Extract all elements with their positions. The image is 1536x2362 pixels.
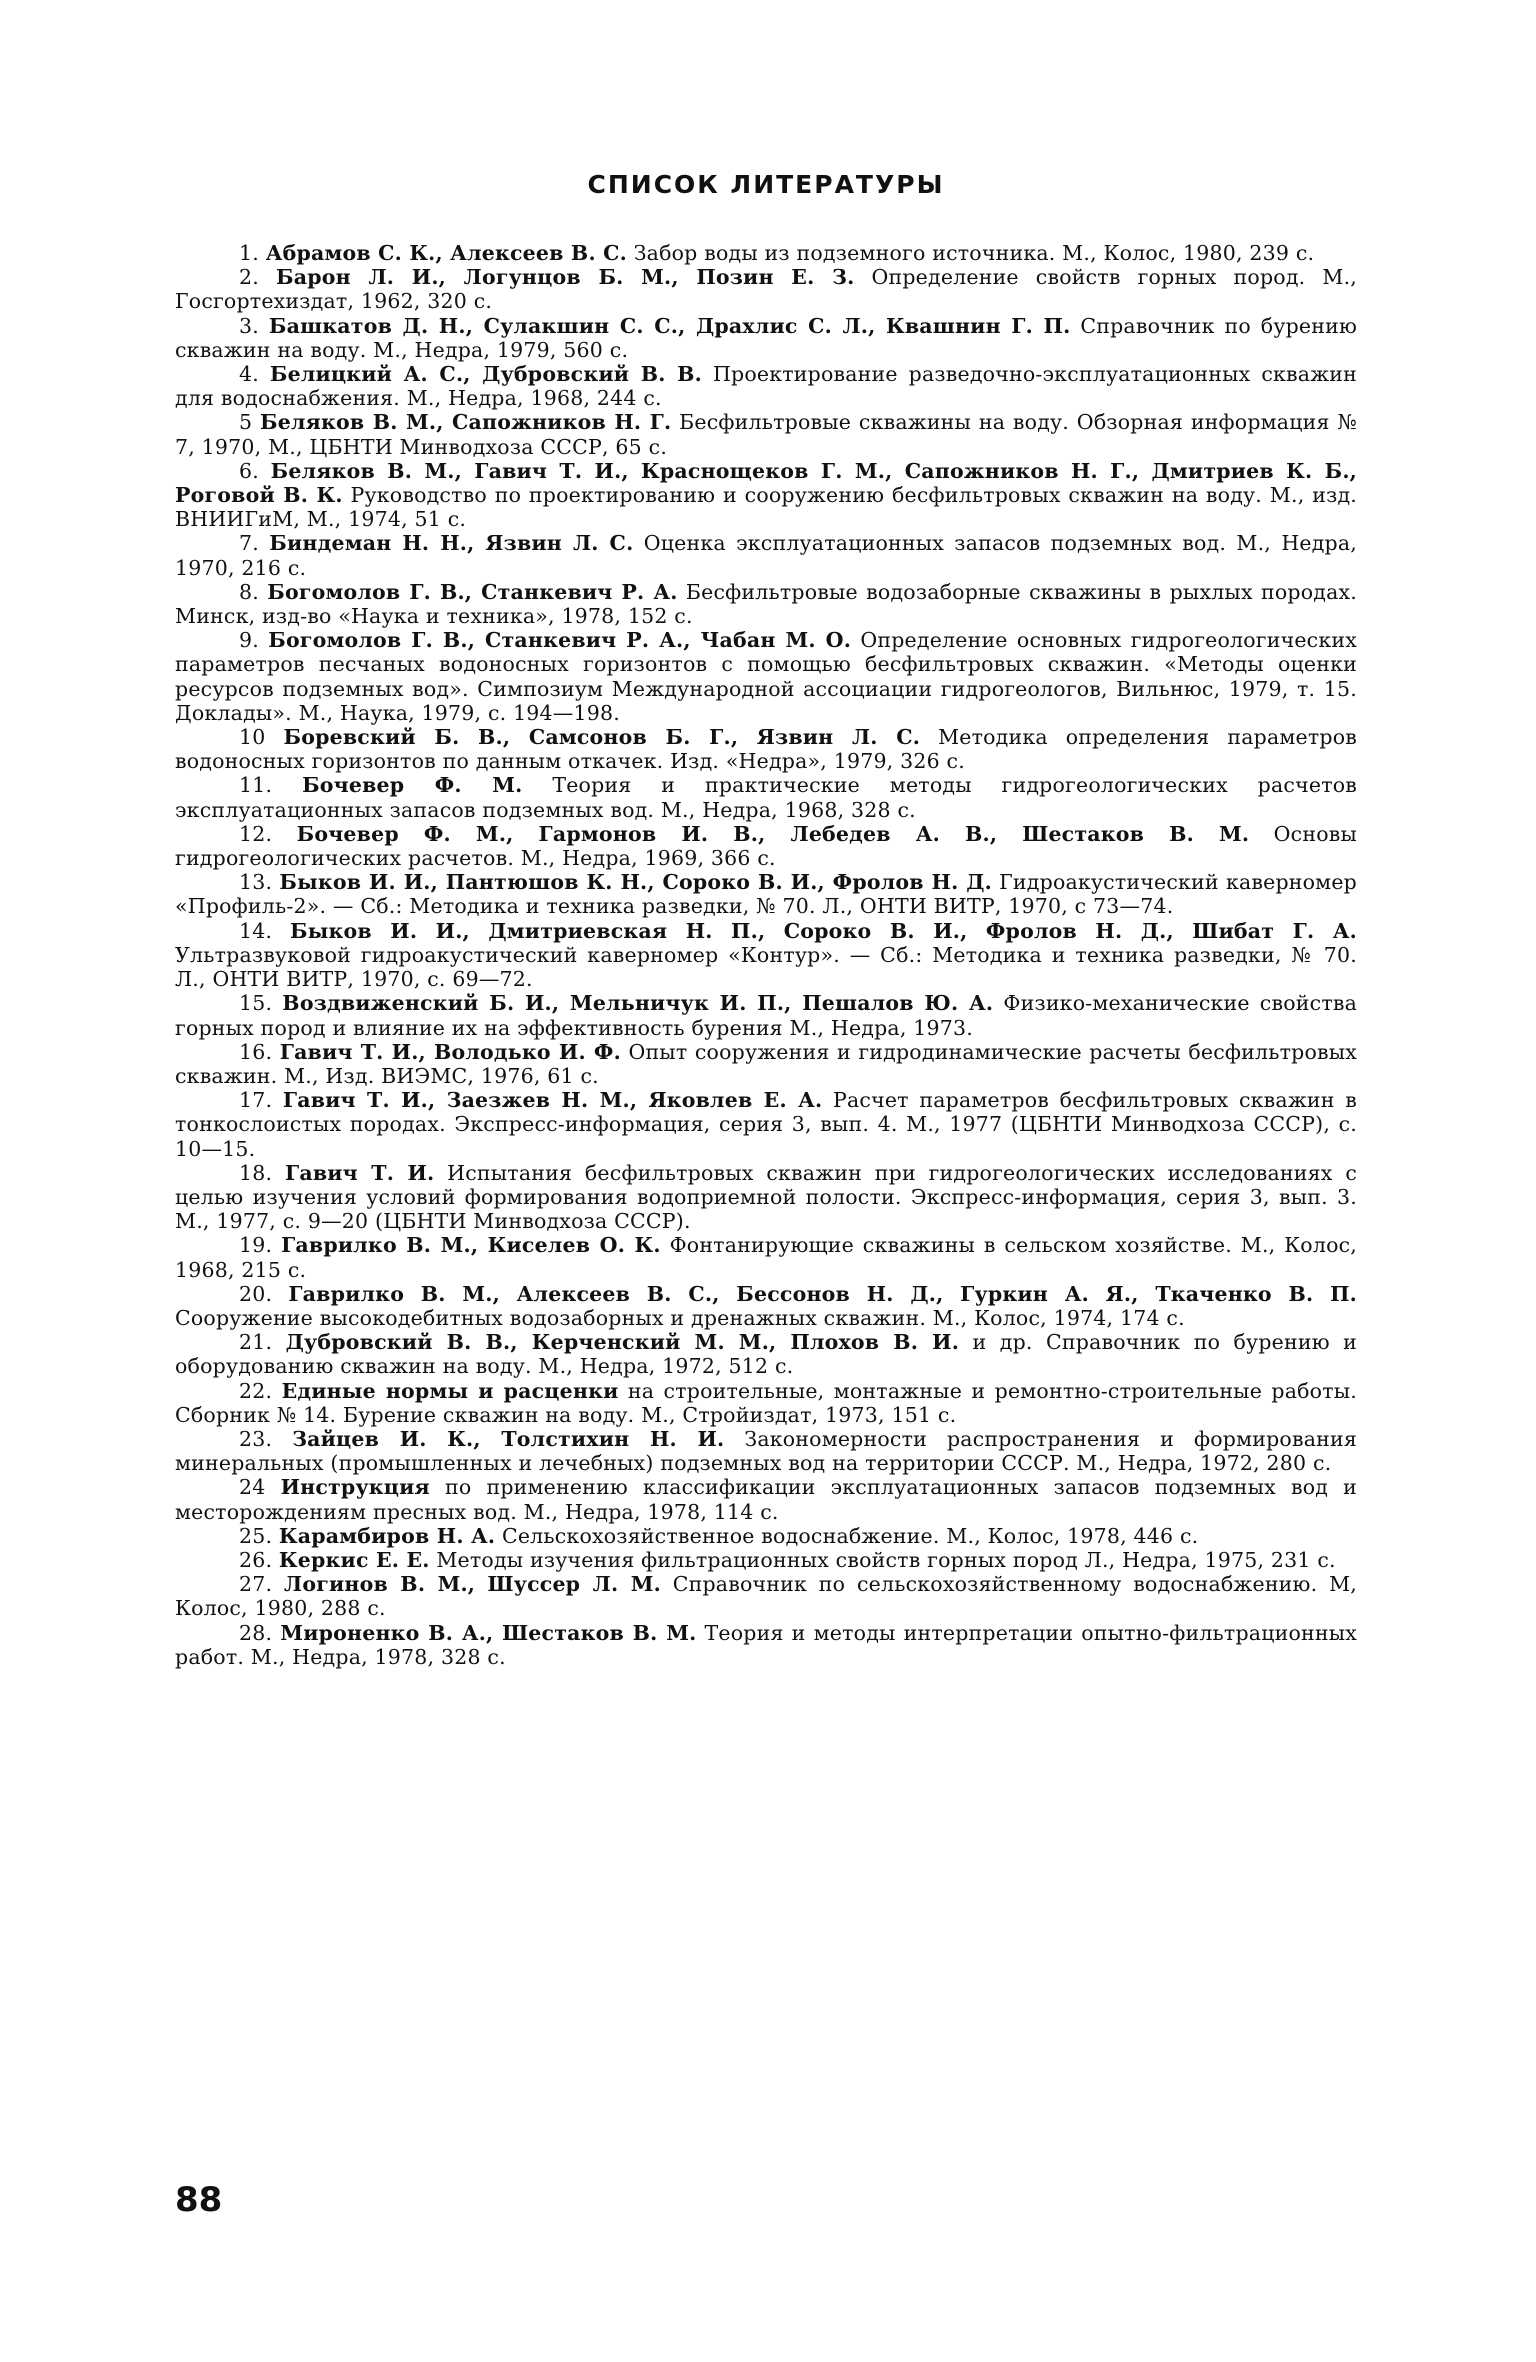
reference-authors: Гавич Т. И., Заезжев Н. М., Яковлев Е. А. (282, 1088, 823, 1113)
reference-text: Ультразвуковой гидроакустический каверномер «Контур». — Сб.: Методика и техника разведки, № 70. Л., ОНТИ ВИТР, 1970, с. 69—72. (175, 942, 1357, 992)
reference-authors: Белицкий А. С., Дубровский В. В. (269, 362, 702, 387)
reference-number: 18. (239, 1160, 273, 1185)
reference-item (175, 241, 1357, 265)
reference-text: Опыт сооружения и гидродинамические расчеты бесфильтровых скважин. М., Изд. ВИЭМС, 1976, 61 с. (175, 1039, 1358, 1088)
reference-text: Испытания бесфильтровых скважин при гидрогеологических исследованиях с целью изучения условий формирования водоприемной полости. Экспресс-информация, серия 3, вып. 3. М., 1977, с. 9—20 (ЦБНТИ Минводхоза СССР). (175, 1160, 1358, 1234)
reference-number: 26. (239, 1547, 273, 1572)
reference-authors: Боревский Б. В., Самсонов Б. Г., Язвин Л. С. (283, 725, 921, 750)
reference-authors: Логинов В. М., Шуссер Л. М. (284, 1572, 661, 1597)
reference-number: 27. (239, 1572, 273, 1597)
reference-item (175, 265, 1357, 313)
reference-text: Методы изучения фильтрационных свойств горных пород Л., Недра, 1975, 231 с. (436, 1547, 1336, 1572)
reference-item (175, 991, 1357, 1039)
reference-authors: Богомолов Г. В., Станкевич Р. А. (267, 579, 678, 604)
reference-authors: Быков И. И., Дмитриевская Н. П., Сороко В. И., Фролов Н. Д., Шибат Г. А. (290, 918, 1357, 943)
reference-number: 3. (239, 313, 259, 338)
reference-authors: Воздвиженский Б. И., Мельничук И. П., Пешалов Ю. А. (282, 991, 994, 1016)
reference-text: Теория и методы интерпретации опытно-фильтрационных работ. М., Недра, 1978, 328 с. (175, 1620, 1357, 1669)
reference-number: 15. (239, 991, 273, 1016)
reference-item (175, 870, 1357, 918)
reference-number: 23. (239, 1426, 273, 1451)
reference-text: Забор воды из подземного источника. М., Колос, 1980, 239 с. (633, 241, 1315, 265)
reference-number: 6. (239, 458, 259, 483)
reference-text: Сельскохозяйственное водоснабжение. М., Колос, 1978, 446 с. (501, 1523, 1199, 1548)
reference-authors: Беляков В. М., Сапожников Н. Г. (260, 410, 672, 435)
reference-item (175, 314, 1357, 362)
reference-text: Закономерности распространения и формирования минеральных (промышленных и лечебных) подземных вод на территории СССР. М., Недра, 1972, 280 с. (175, 1426, 1357, 1476)
reference-text: Справочник по бурению скважин на воду. М., Недра, 1979, 560 с. (175, 313, 1358, 362)
reference-text: Определение свойств горных пород. М., Госгортехиздат, 1962, 320 с. (175, 265, 1358, 314)
reference-authors: Гаврилко В. М., Киселев О. К. (281, 1233, 661, 1258)
reference-text: Бесфильтровые скважины на воду. Обзорная информация № 7, 1970, М., ЦБНТИ Минводхоза СССР, 65 с. (175, 410, 1357, 459)
reference-authors: Инструкция (280, 1475, 430, 1500)
reference-number: 17. (239, 1088, 273, 1113)
reference-item (175, 1379, 1357, 1427)
reference-list (175, 241, 1357, 1669)
reference-item (175, 410, 1357, 458)
reference-item (175, 362, 1357, 410)
reference-number: 24 (239, 1475, 266, 1500)
page-title: СПИСОК ЛИТЕРАТУРЫ (587, 170, 945, 199)
reference-text: Определение основных гидрогеологических параметров песчаных водоносных горизонтов с помощью бесфильтровых скважин. «Методы оценки ресурсов подземных вод». Симпозиум Международной ассоциации гидрогеологов, Вильнюс, 1979, т. 15. Доклады». М., Наука, 1979, с. 194—198. (175, 628, 1358, 725)
reference-number: 9. (239, 628, 259, 653)
reference-number: 12. (239, 821, 273, 846)
reference-text: Руководство по проектированию и сооружению бесфильтровых скважин на воду. М., изд. ВНИИГиМ, М., 1974, 51 с. (175, 483, 1357, 532)
reference-text: Основы гидрогеологических расчетов. М., Недра, 1969, 366 с. (175, 821, 1358, 871)
reference-item (175, 1330, 1357, 1378)
reference-authors: Абрамов С. К., Алексеев В. С. (265, 241, 627, 265)
reference-number: 10 (239, 725, 266, 750)
reference-item (175, 1233, 1357, 1281)
reference-number: 1. (239, 241, 259, 265)
reference-number: 2. (239, 265, 259, 290)
reference-item (175, 459, 1357, 532)
reference-number: 13. (239, 870, 273, 895)
reference-authors: Богомолов Г. В., Станкевич Р. А., Чабан М. О. (268, 628, 852, 653)
reference-text: по применению классификации эксплуатационных запасов подземных вод и месторождениям пресных вод. М., Недра, 1978, 114 с. (175, 1475, 1358, 1524)
reference-authors: Беляков В. М., Гавич Т. И., Краснощеков Г. М., Сапожников Н. Г., Дмитриев К. Б., Роговой В. К. (175, 458, 1358, 508)
reference-authors: Единые нормы и расценки (281, 1378, 619, 1403)
reference-authors: Карамбиров Н. А. (278, 1523, 496, 1548)
reference-authors: Бочевер Ф. М. (302, 773, 523, 798)
reference-authors: Бочевер Ф. М., Гармонов И. В., Лебедев А. В., Шестаков В. М. (296, 821, 1250, 846)
reference-text: Теория и практические методы гидрогеологических расчетов эксплуатационных запасов подземных вод. М., Недра, 1968, 328 с. (175, 773, 1358, 822)
reference-text: Фонтанирующие скважины в сельском хозяйстве. М., Колос, 1968, 215 с. (175, 1233, 1358, 1282)
reference-item (175, 628, 1357, 725)
reference-number: 8. (239, 579, 259, 604)
reference-item (175, 1427, 1357, 1475)
reference-item (175, 580, 1357, 628)
reference-item (175, 1621, 1357, 1669)
reference-number: 5 (239, 410, 253, 435)
reference-item (175, 1524, 1357, 1548)
reference-number: 7. (239, 531, 259, 556)
reference-authors: Гавич Т. И., Володько И. Ф. (279, 1039, 621, 1064)
reference-text: Гидроакустический каверномер «Профиль-2». — Сб.: Методика и техника разведки, № 70. Л., ОНТИ ВИТР, 1970, с 73—74. (175, 870, 1357, 919)
reference-authors: Мироненко В. А., Шестаков В. М. (280, 1620, 697, 1645)
bibliography-page (175, 170, 1357, 1669)
reference-authors: Гаврилко В. М., Алексеев В. С., Бессонов Н. Д., Гуркин А. Я., Ткаченко В. П. (288, 1281, 1357, 1306)
reference-text: Справочник по сельскохозяйственному водоснабжению. М, Колос, 1980, 288 с. (175, 1572, 1358, 1621)
reference-text: Методика определения параметров водоносных горизонтов по данным откачек. Изд. «Недра», 1979, 326 с. (175, 725, 1358, 774)
reference-number: 16. (239, 1039, 273, 1064)
reference-authors: Барон Л. И., Логунцов Б. М., Позин Е. З. (276, 265, 855, 290)
page-number: 88 (175, 2180, 223, 2220)
reference-item (175, 1475, 1357, 1523)
reference-text: Физико-механические свойства горных пород и влияние их на эффективность бурения М., Недра, 1973. (175, 991, 1358, 1040)
reference-item (175, 1161, 1357, 1234)
reference-authors: Башкатов Д. Н., Сулакшин С. С., Драхлис С. Л., Квашнин Г. П. (268, 313, 1071, 338)
reference-item (175, 725, 1357, 773)
reference-item (175, 1040, 1357, 1088)
reference-item (175, 531, 1357, 579)
reference-number: 25. (239, 1523, 273, 1548)
reference-text: Бесфильтровые водозаборные скважины в рыхлых породах. Минск, изд-во «Наука и техника», 1978, 152 с. (175, 579, 1358, 629)
reference-authors: Зайцев И. К., Толстихин Н. И. (292, 1426, 725, 1451)
reference-text: на строительные, монтажные и ремонтно-строительные работы. Сборник № 14. Бурение скважин на воду. М., Стройиздат, 1973, 151 с. (175, 1378, 1357, 1427)
reference-item (175, 1088, 1357, 1161)
reference-authors: Быков И. И., Пантюшов К. Н., Сороко В. И., Фролов Н. Д. (279, 870, 992, 895)
reference-number: 28. (239, 1620, 273, 1645)
reference-number: 14. (239, 918, 273, 943)
reference-number: 20. (239, 1281, 273, 1306)
reference-authors: Дубровский В. В., Керченский М. М., Плохов В. И. (285, 1330, 960, 1355)
reference-text: Сооружение высокодебитных водозаборных и дренажных скважин. М., Колос, 1974, 174 с. (175, 1305, 1185, 1330)
reference-text: и др. Справочник по бурению и оборудованию скважин на воду. М., Недра, 1972, 512 с. (175, 1330, 1358, 1379)
reference-number: 22. (239, 1378, 273, 1403)
reference-item (175, 1548, 1357, 1572)
reference-text: Расчет параметров бесфильтровых скважин в тонкослоистых породах. Экспресс-информация, серия 3, вып. 4. М., 1977 (ЦБНТИ Минводхоза СССР), с. 10—15. (175, 1088, 1358, 1161)
reference-text: Проектирование разведочно-эксплуатационных скважин для водоснабжения. М., Недра, 1968, 244 с. (175, 362, 1357, 411)
reference-number: 11. (239, 773, 273, 798)
reference-item (175, 919, 1357, 992)
reference-item (175, 773, 1357, 821)
reference-text: Оценка эксплуатационных запасов подземных вод. М., Недра, 1970, 216 с. (175, 531, 1358, 580)
reference-number: 19. (239, 1233, 273, 1258)
reference-authors: Гавич Т. И. (284, 1160, 435, 1185)
reference-authors: Биндеман Н. Н., Язвин Л. С. (269, 531, 634, 556)
reference-item (175, 1572, 1357, 1620)
reference-authors: Керкис Е. Е. (278, 1547, 430, 1572)
reference-item (175, 1282, 1357, 1330)
reference-number: 4. (239, 362, 259, 387)
reference-item (175, 822, 1357, 870)
reference-number: 21. (239, 1330, 273, 1355)
